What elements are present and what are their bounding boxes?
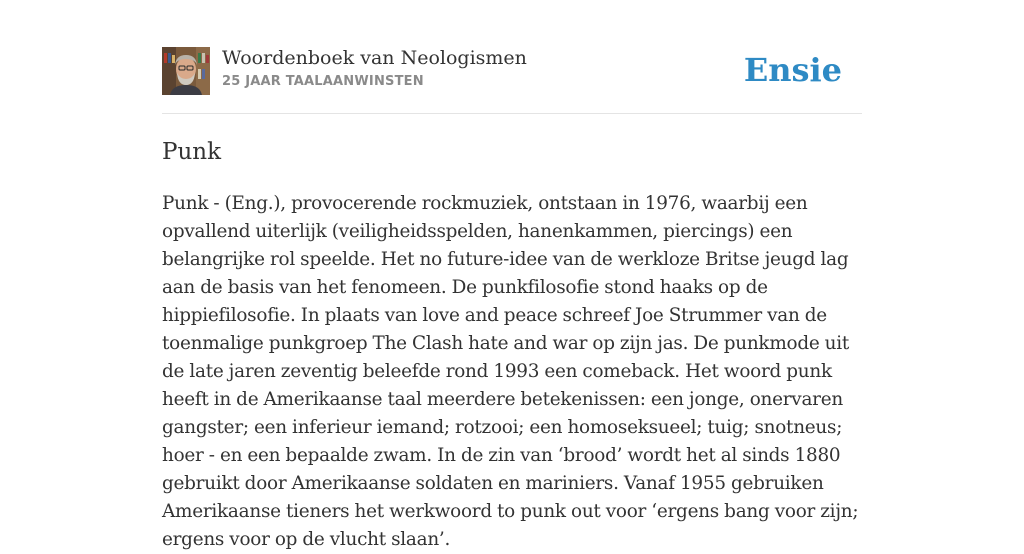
entry-body: Punk - (Eng.), provocerende rockmuziek, ontstaan in 1976, waarbij een opvallend uiterlijk (veiligheidsspelden, hanenkammen, piercings) een belangrijke rol speelde. Het no future-idee van de werkloze Britse jeugd lag aan de basis van het fenomeen. De punkfilosofie stond haaks op de hippiefilosofie. In plaats van love and peace schreef Joe Strummer van de toenmalige punkgroep The Clash hate and war op zijn jas. De punkmode uit de late jaren zeventig beleefde rond 1993 een comeback. Het woord punk heeft in de Amerikaanse taal meerdere betekenissen: een jonge, onervaren gangster; een inferieur iemand; rotzooi; een homoseksueel; tuig; snotneus; hoer - en een bepaalde zwam. In de zin van ‘brood’ wordt het al sinds 1880 gebruikt door Amerikaanse soldaten en mariniers. Vanaf 1955 gebruiken Amerikaanse tieners het werkwoord to punk out voor ‘ergens bang voor zijn; ergens voor op de vlucht slaan’. [162, 193, 859, 550]
entry-title: Punk [162, 139, 222, 165]
header-divider [162, 113, 862, 114]
blog-subtitle: 25 JAAR TAALAANWINSTEN [222, 74, 424, 89]
author-avatar[interactable] [162, 47, 210, 95]
author-photo [162, 47, 210, 95]
blog-title[interactable]: Woordenboek van Neologismen [222, 47, 527, 69]
brand-logo[interactable]: Ensie [743, 51, 842, 89]
header [162, 46, 862, 96]
